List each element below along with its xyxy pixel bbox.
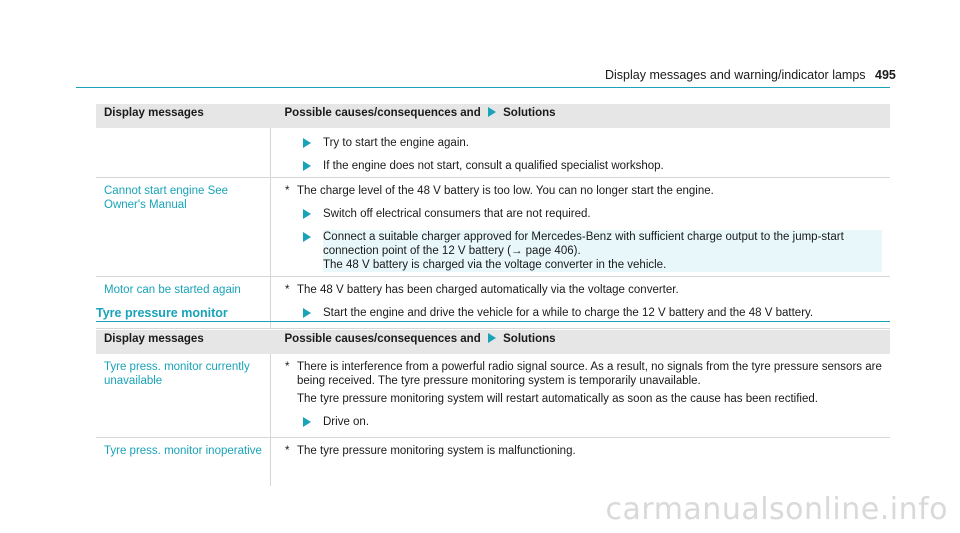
message-cell: Cannot start engine See Owner's Manual [96, 178, 271, 277]
section-title: Tyre pressure monitor [96, 306, 228, 320]
message-cell [96, 128, 271, 178]
solution-cell [271, 128, 891, 178]
col-solutions-label: Solutions [503, 333, 556, 345]
table-row [96, 178, 890, 277]
cause-item: * The tyre pressure monitoring system is malfunctioning. [285, 444, 882, 458]
step-item [285, 136, 882, 150]
table-row [96, 128, 890, 178]
step-note: The 48 V battery is charged via the voltage converter in the vehicle. [323, 259, 667, 271]
col-solutions-label: Solutions [503, 107, 556, 119]
watermark: carmanualsonline.info [605, 492, 948, 527]
cause-item: * The 48 V battery has been charged automatically via the voltage converter. [285, 283, 882, 297]
col-causes-label: Possible causes/consequences and [284, 107, 481, 119]
step-text: Connect a suitable charger approved for Mercedes-Benz with sufficient charge output to the jump-start connection point of the 12 V battery (→ page 406). [323, 231, 844, 257]
plain-text: The tyre pressure monitoring system will restart automatically as soon as the cause has been rectified. [297, 393, 818, 405]
arrow-right-icon [303, 417, 311, 427]
solution-cell [271, 178, 891, 277]
step-text: Try to start the engine again. [323, 137, 469, 149]
arrow-right-icon [303, 308, 311, 318]
col-causes-label: Possible causes/consequences and [284, 333, 481, 345]
solution-cell [271, 438, 891, 487]
col-causes [271, 104, 891, 128]
message-cell: Motor can be started again [96, 277, 271, 329]
page-header [605, 68, 896, 82]
step-item [285, 159, 882, 173]
cause-text: The charge level of the 48 V battery is too low. You can no longer start the engine. [297, 185, 714, 197]
messages-table-1 [96, 104, 890, 329]
step-item [285, 230, 882, 272]
step-text: Drive on. [323, 416, 370, 428]
page-number: 495 [875, 68, 896, 82]
step-text: If the engine does not start, consult a qualified specialist workshop. [323, 160, 664, 172]
messages-table-2 [96, 330, 890, 486]
col-display-messages: Display messages [96, 104, 271, 128]
step-item [285, 415, 882, 429]
cause-text: The 48 V battery has been charged automatically via the voltage converter. [297, 284, 679, 296]
arrow-right-icon [488, 107, 496, 117]
solution-cell [271, 354, 891, 438]
cause-item: * There is interference from a powerful radio signal source. As a result, no signals from the tyre pressure sensors are being received. The tyre pressure monitoring system is temporarily unavailable. [285, 361, 882, 387]
cause-text: There is interference from a powerful radio signal source. As a result, no signals from the tyre pressure sensors are being received. The tyre pressure monitoring system is temporarily unavailable. [297, 361, 882, 387]
section-rule [96, 321, 890, 322]
table-row [96, 438, 890, 487]
arrow-right-icon [303, 209, 311, 219]
message-cell: Tyre press. monitor currently unavailable [96, 354, 271, 438]
header-title: Display messages and warning/indicator lamps [605, 68, 866, 82]
arrow-right-icon [303, 161, 311, 171]
table-row [96, 354, 890, 438]
cause-text: The tyre pressure monitoring system is malfunctioning. [297, 445, 576, 457]
table-header [96, 104, 890, 128]
step-text: Start the engine and drive the vehicle for a while to charge the 12 V battery and the 48 V battery. [323, 307, 814, 319]
step-text: Switch off electrical consumers that are not required. [323, 208, 591, 220]
step-item [285, 207, 882, 221]
arrow-right-icon [488, 333, 496, 343]
table-header [96, 330, 890, 354]
message-cell: Tyre press. monitor inoperative [96, 438, 271, 487]
cause-item: * The charge level of the 48 V battery is too low. You can no longer start the engine. [285, 184, 882, 198]
step-item [285, 306, 882, 320]
arrow-right-icon [303, 232, 311, 242]
col-display-messages: Display messages [96, 330, 271, 354]
arrow-right-icon [303, 138, 311, 148]
header-rule [76, 87, 890, 88]
step-text-block [323, 230, 882, 272]
col-causes [271, 330, 891, 354]
